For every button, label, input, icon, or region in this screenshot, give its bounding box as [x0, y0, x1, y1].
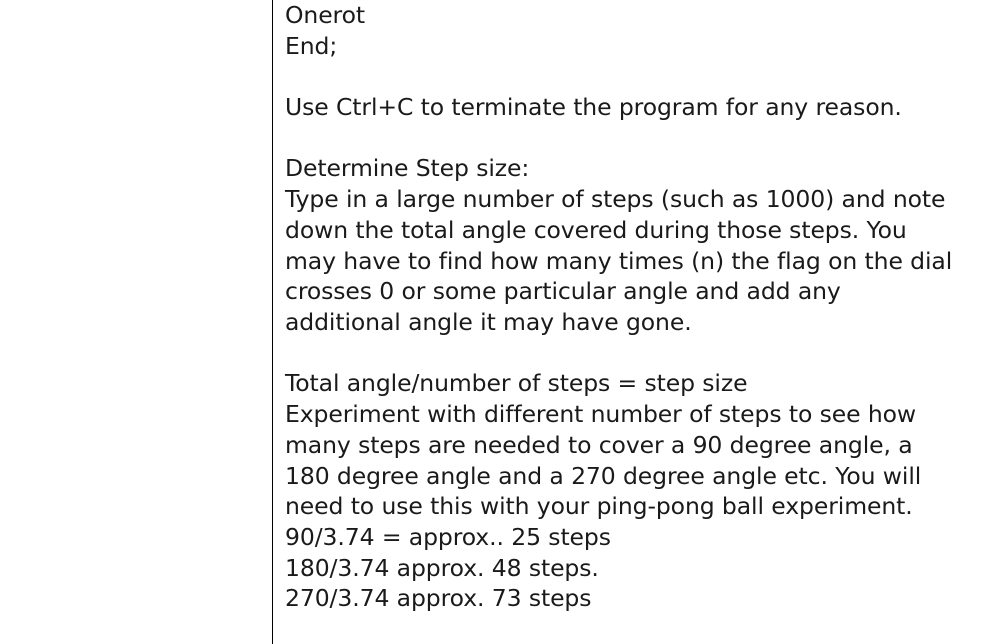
spacer	[285, 61, 990, 92]
calculation-180: 180/3.74 approx. 48 steps.	[285, 553, 599, 582]
calculation-90: 90/3.74 = approx.. 25 steps	[285, 522, 611, 551]
paragraph-line: Experiment with different number of steps to see how	[285, 400, 917, 429]
paragraph-line: down the total angle covered during those steps. You	[285, 215, 907, 244]
paragraph-line: many steps are needed to cover a 90 degree angle, a	[285, 430, 913, 459]
instructions-cell	[285, 0, 990, 614]
paragraph-line: additional angle it may have gone.	[285, 308, 692, 336]
left-table-column	[0, 0, 272, 644]
paragraph-line: need to use this with your ping-pong ball experiment.	[285, 492, 913, 521]
calculation-270: 270/3.74 approx. 73 steps	[285, 584, 592, 613]
column-divider	[272, 0, 273, 644]
terminate-note: Use Ctrl+C to terminate the program for any reason.	[285, 93, 902, 122]
paragraph-line: may have to find how many times (n) the flag on the dial	[285, 246, 953, 275]
spacer	[285, 123, 990, 154]
code-line-onerot: Onerot	[285, 1, 365, 29]
paragraph-line: crosses 0 or some particular angle and add any	[285, 277, 841, 306]
formula-line: Total angle/number of steps = step size	[285, 369, 748, 398]
code-line-end: End;	[285, 31, 338, 60]
paragraph-line: 180 degree angle and a 270 degree angle etc. You will	[285, 461, 922, 490]
spacer	[285, 338, 990, 369]
step-size-heading: Determine Step size:	[285, 154, 530, 183]
paragraph-line: Type in a large number of steps (such as 1000) and note	[285, 185, 946, 214]
